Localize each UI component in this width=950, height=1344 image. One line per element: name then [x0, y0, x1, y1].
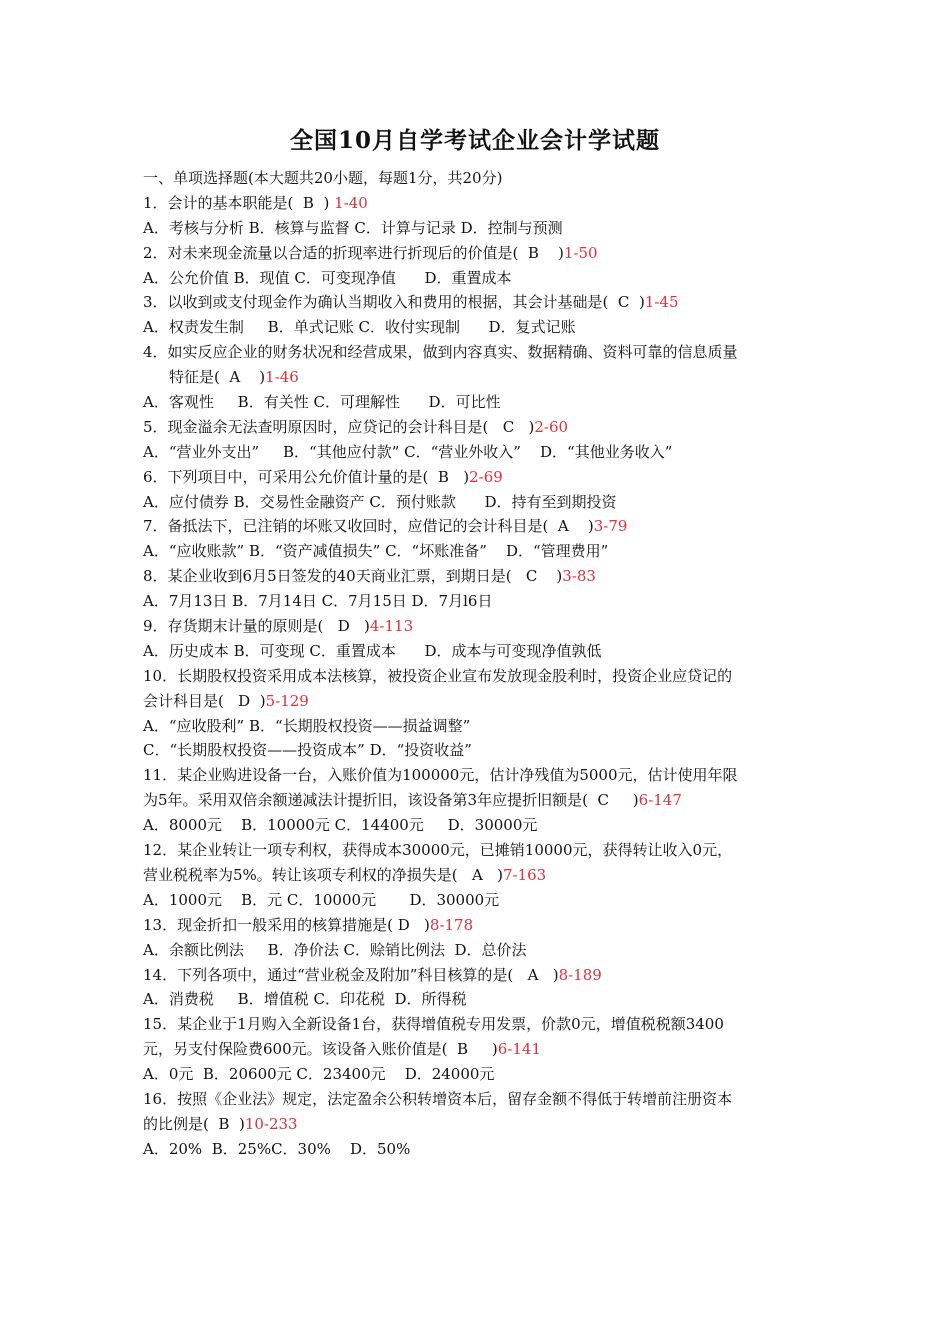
line-text: A．权责发生制 B．单式记账 C．收付实现制 D．复式记账 [143, 318, 576, 337]
line-text: 元，另支付保险费600元。该设备入账价值是( B ) [143, 1040, 498, 1059]
line-text: 为5年。采用双倍余额递减法计提折旧，该设备第3年应提折旧额是( C ) [143, 791, 639, 810]
line-text: 16．按照《企业法》规定，法定盈余公积转增资本后，留存金额不得低于转增前注册资本 [143, 1089, 733, 1108]
line-text: 营业税税率为5%。转让该项专利权的净损失是( A ) [143, 865, 503, 884]
line-text: 13．现金折扣一般采用的核算措施是( D ) [143, 915, 430, 934]
question-line [143, 191, 808, 216]
line-text: 1．会计的基本职能是( B ) [143, 193, 335, 212]
answer-options [143, 738, 808, 763]
line-text: 15．某企业于1月购入全新设备1台，获得增值税专用发票，价款0元，增值税税额3400 [143, 1015, 724, 1034]
page-reference: 8-178 [429, 915, 474, 934]
line-text: 5．现金溢余无法查明原因时，应贷记的会计科目是( C ) [143, 417, 535, 436]
line-text: 特征是( A ) [169, 368, 266, 387]
question-list [143, 166, 808, 1162]
line-text: A．“营业外支出” B．“其他应付款” C．“营业外收入” D．“其他业务收入” [143, 442, 673, 461]
answer-options [143, 1062, 808, 1087]
line-text: A．考核与分析 B．核算与监督 C．计算与记录 D．控制与预测 [143, 218, 563, 237]
line-text: 7．备抵法下，已注销的坏账又收回时，应借记的会计科目是( A ) [143, 517, 594, 536]
page-reference: 8-189 [558, 965, 602, 984]
line-text: A．“应收账款” B．“资产减值损失” C．“坏账准备” D．“管理费用” [143, 542, 609, 561]
line-text: A．7月13日 B．7月14日 C．7月15日 D．7月l6日 [143, 592, 493, 611]
line-text: 4．如实反应企业的财务状况和经营成果，做到内容真实、数据精确、资料可靠的信息质量 [143, 343, 738, 362]
answer-options [143, 714, 808, 739]
question-line [143, 913, 808, 938]
line-text: 6．下列项目中，可采用公允价值计量的是( B ) [143, 467, 470, 486]
question-line [143, 763, 808, 788]
answer-options [143, 938, 808, 963]
answer-options [143, 390, 808, 415]
answer-options [143, 1137, 808, 1162]
question-line [143, 664, 808, 689]
question-line [143, 1087, 808, 1112]
answer-options [143, 888, 808, 913]
line-text: A．客观性 B．有关性 C．可理解性 D．可比性 [143, 393, 501, 412]
line-text: A．余额比例法 B．净价法 C．赊销比例法 D．总价法 [143, 940, 527, 959]
question-line [143, 788, 808, 813]
page-title: 全国10月自学考试企业会计学试题 [289, 127, 660, 154]
line-text: 14．下列各项中，通过“营业税金及附加”科目核算的是( A ) [143, 965, 559, 984]
page-reference: 3-79 [593, 517, 628, 536]
question-line [143, 689, 808, 714]
page-reference: 1-40 [334, 193, 368, 212]
line-text: A．历史成本 B．可变现 C．重置成本 D．成本与可变现净值孰低 [143, 641, 602, 660]
question-line [143, 415, 808, 440]
answer-options [143, 589, 808, 614]
line-text: A．消费税 B．增值税 C．印花税 D．所得税 [143, 990, 467, 1009]
answer-options [143, 490, 808, 515]
page-reference: 6-141 [497, 1040, 541, 1059]
question-line [143, 863, 808, 888]
question-line [143, 340, 808, 365]
line-text: 会计科目是( D ) [143, 691, 266, 710]
page-reference: 2-69 [469, 467, 503, 486]
question-line [143, 963, 808, 988]
question-line [143, 1037, 808, 1062]
line-text: A．20% B．25%C．30% D．50% [143, 1139, 411, 1158]
line-text: 的比例是( B ) [143, 1114, 245, 1133]
answer-options [143, 639, 808, 664]
line-text: 9．存货期末计量的原则是( D ) [143, 617, 370, 636]
page-reference: 5-129 [265, 691, 309, 710]
page-reference: 4-113 [369, 617, 414, 636]
answer-options [143, 315, 808, 340]
answer-options [143, 539, 808, 564]
line-text: 10．长期股权投资采用成本法核算，被投资企业宣布发放现金股利时，投资企业应贷记的 [143, 666, 733, 685]
question-line [143, 365, 808, 390]
line-text: 11．某企业购进设备一台，入账价值为100000元，估计净残值为5000元，估计使用年限 [143, 766, 738, 785]
question-line [143, 1012, 808, 1037]
question-line [143, 1112, 808, 1137]
answer-options [143, 266, 808, 291]
question-line [143, 241, 808, 266]
page-reference: 3-83 [562, 567, 596, 586]
page-reference: 7-163 [502, 865, 547, 884]
question-line [143, 465, 808, 490]
page-reference: 10-233 [244, 1114, 298, 1133]
line-text: A．8000元 B．10000元 C．14400元 D．30000元 [143, 816, 538, 835]
page-reference: 6-147 [638, 791, 682, 810]
question-line [143, 514, 808, 539]
page-reference: 1-50 [563, 243, 598, 262]
question-line [143, 564, 808, 589]
page-reference: 2-60 [534, 417, 569, 436]
line-text: A．“应收股利” B．“长期股权投资——损益调整” [143, 716, 471, 735]
page-reference: 1-45 [644, 293, 679, 312]
line-text: A．1000元 B．元 C．10000元 D．30000元 [143, 890, 500, 909]
line-text: C．“长期股权投资——投资成本” D．“投资收益” [143, 741, 472, 760]
question-line [143, 614, 808, 639]
answer-options [143, 440, 808, 465]
answer-options [143, 216, 808, 241]
line-text: 2．对未来现金流量以合适的折现率进行折现后的价值是( B ) [143, 243, 564, 262]
line-text: A．公允价值 B．现值 C．可变现净值 D．重置成本 [143, 268, 512, 287]
question-line [143, 290, 808, 315]
answer-options [143, 987, 808, 1012]
page-reference: 1-46 [265, 368, 299, 387]
line-text: 8．某企业收到6月5日签发的40天商业汇票，到期日是( C ) [143, 567, 563, 586]
section-heading: 一、单项选择题(本大题共20小题，每题1分，共20分) [143, 169, 503, 187]
answer-options [143, 813, 808, 838]
line-text: 3．以收到或支付现金作为确认当期收入和费用的根据，其会计基础是( C ) [143, 293, 645, 312]
line-text: A．应付债券 B．交易性金融资产 C．预付账款 D．持有至到期投资 [143, 492, 617, 511]
line-text: 12．某企业转让一项专利权，获得成本30000元，已摊销10000元，获得转让收入0元， [143, 841, 733, 860]
question-line [143, 838, 808, 863]
line-text: A．0元 B．20600元 C．23400元 D．24000元 [143, 1065, 495, 1084]
